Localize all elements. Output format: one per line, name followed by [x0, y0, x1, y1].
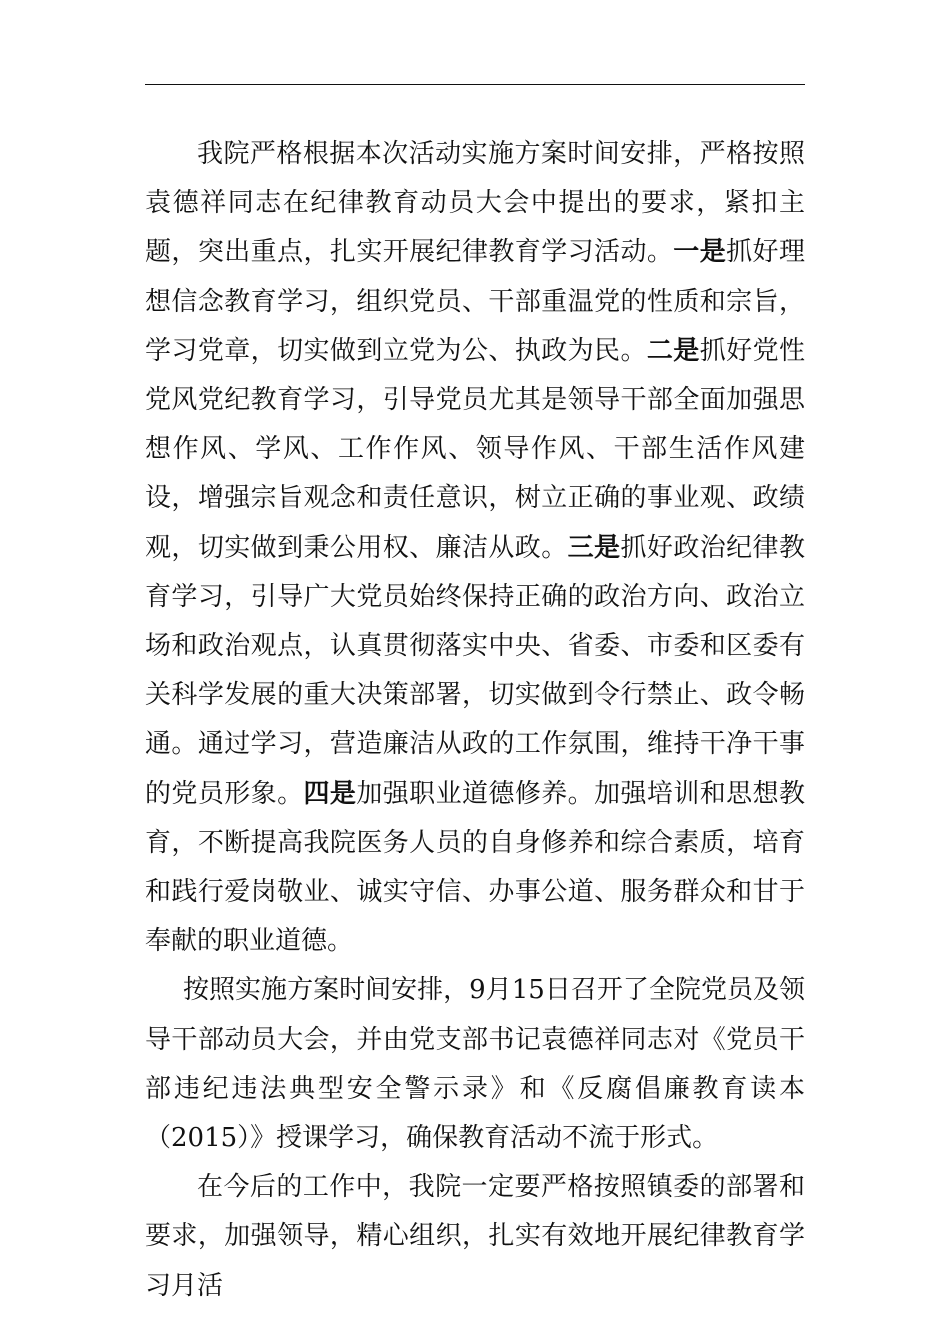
p1-text-3: 抓好党性党风党纪教育学习，引导党员尤其是领导干部全面加强思想作风、学风、工作作风、领导作风、干部生活作风建设，增强宗旨观念和责任意识，树立正确的事业观、政绩观，切实做到秉公用权、廉洁从政。: [145, 335, 805, 563]
p1-text-1: 我院严格根据本次活动实施方案时间安排，严格按照袁德祥同志在纪律教育动员大会中提出的要求，紧扣主题，突出重点，扎实开展纪律教育学习活动。: [145, 139, 805, 268]
p1-point-2-label: 二是: [646, 335, 700, 366]
document-body: [145, 130, 805, 1311]
p1-text-5: 加强职业道德修养。加强培训和思想教育，不断提高我院医务人员的自身修养和综合素质，培育和践行爱岗敬业、诚实守信、办事公道、服务群众和甘于奉献的职业道德。: [145, 778, 805, 957]
p2-text: 按照实施方案时间安排，9月15日召开了全院党员及领导干部动员大会，并由党支部书记袁德祥同志对《党员干部违纪违法典型安全警示录》和《反腐倡廉教育读本（2015）》授课学习，确保教育活动不流于形式。: [145, 975, 805, 1154]
paragraph-1: [145, 130, 805, 966]
p1-point-4-label: 四是: [303, 778, 357, 809]
p1-point-1-label: 一是: [673, 237, 727, 268]
p3-text: 在今后的工作中，我院一定要严格按照镇委的部署和要求，加强领导，精心组织，扎实有效地开展纪律教育学习月活: [145, 1172, 805, 1301]
paragraph-2: [145, 966, 805, 1163]
p1-text-2: 抓好理想信念教育学习，组织党员、干部重温党的性质和宗旨，学习党章，切实做到立党为公、执政为民。: [145, 237, 805, 366]
p1-text-4: 抓好政治纪律教育学习，引导广大党员始终保持正确的政治方向、政治立场和政治观点，认真贯彻落实中央、省委、市委和区委有关科学发展的重大决策部署，切实做到令行禁止、政令畅通。通过学习，营造廉洁从政的工作氛围，维持干净干事的党员形象。: [145, 532, 805, 809]
p1-point-3-label: 三是: [567, 532, 621, 563]
paragraph-3: [145, 1163, 805, 1311]
header-rule: [145, 84, 805, 85]
